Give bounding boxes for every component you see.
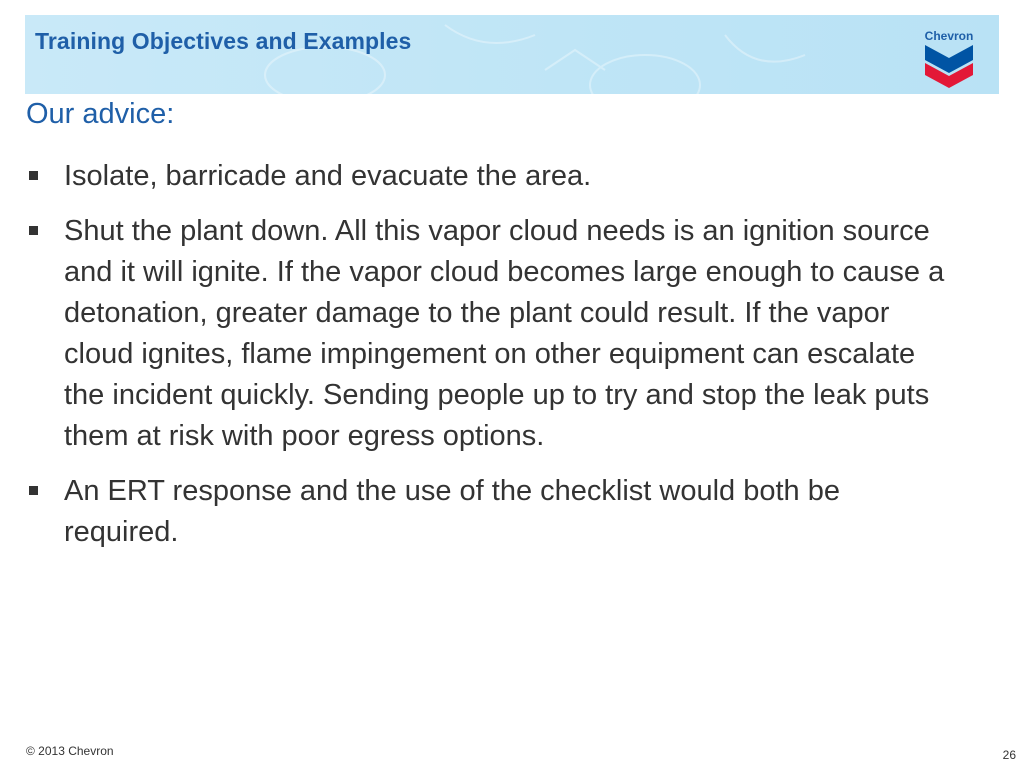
bullet-text: Isolate, barricade and evacuate the area. — [64, 160, 592, 192]
square-bullet-icon — [29, 226, 38, 235]
section-subtitle: Our advice: — [26, 98, 175, 130]
page-title: Training Objectives and Examples — [35, 28, 412, 54]
bullet-item — [26, 156, 946, 197]
bullet-text: An ERT response and the use of the checklist would both be required. — [64, 475, 840, 548]
chevron-logo-icon — [921, 27, 977, 89]
bullet-text: Shut the plant down. All this vapor cloud needs is an ignition source and it will ignite. If the vapor cloud becomes large enough to cause a detonation, greater damage to the plant could result. If the vapor cloud ignites, flame impingement on other equipment can escalate the incident quickly. Sending people up to try and stop the leak puts them at risk with poor egress options. — [64, 215, 945, 452]
square-bullet-icon — [29, 486, 38, 495]
square-bullet-icon — [29, 171, 38, 180]
bullet-list — [26, 156, 946, 567]
bullet-item — [26, 211, 946, 457]
copyright-text: © 2013 Chevron — [26, 744, 114, 758]
bullet-item — [26, 471, 946, 553]
header-band — [25, 15, 999, 94]
page-number: 26 — [1002, 748, 1016, 762]
logo-text: Chevron — [924, 29, 974, 43]
